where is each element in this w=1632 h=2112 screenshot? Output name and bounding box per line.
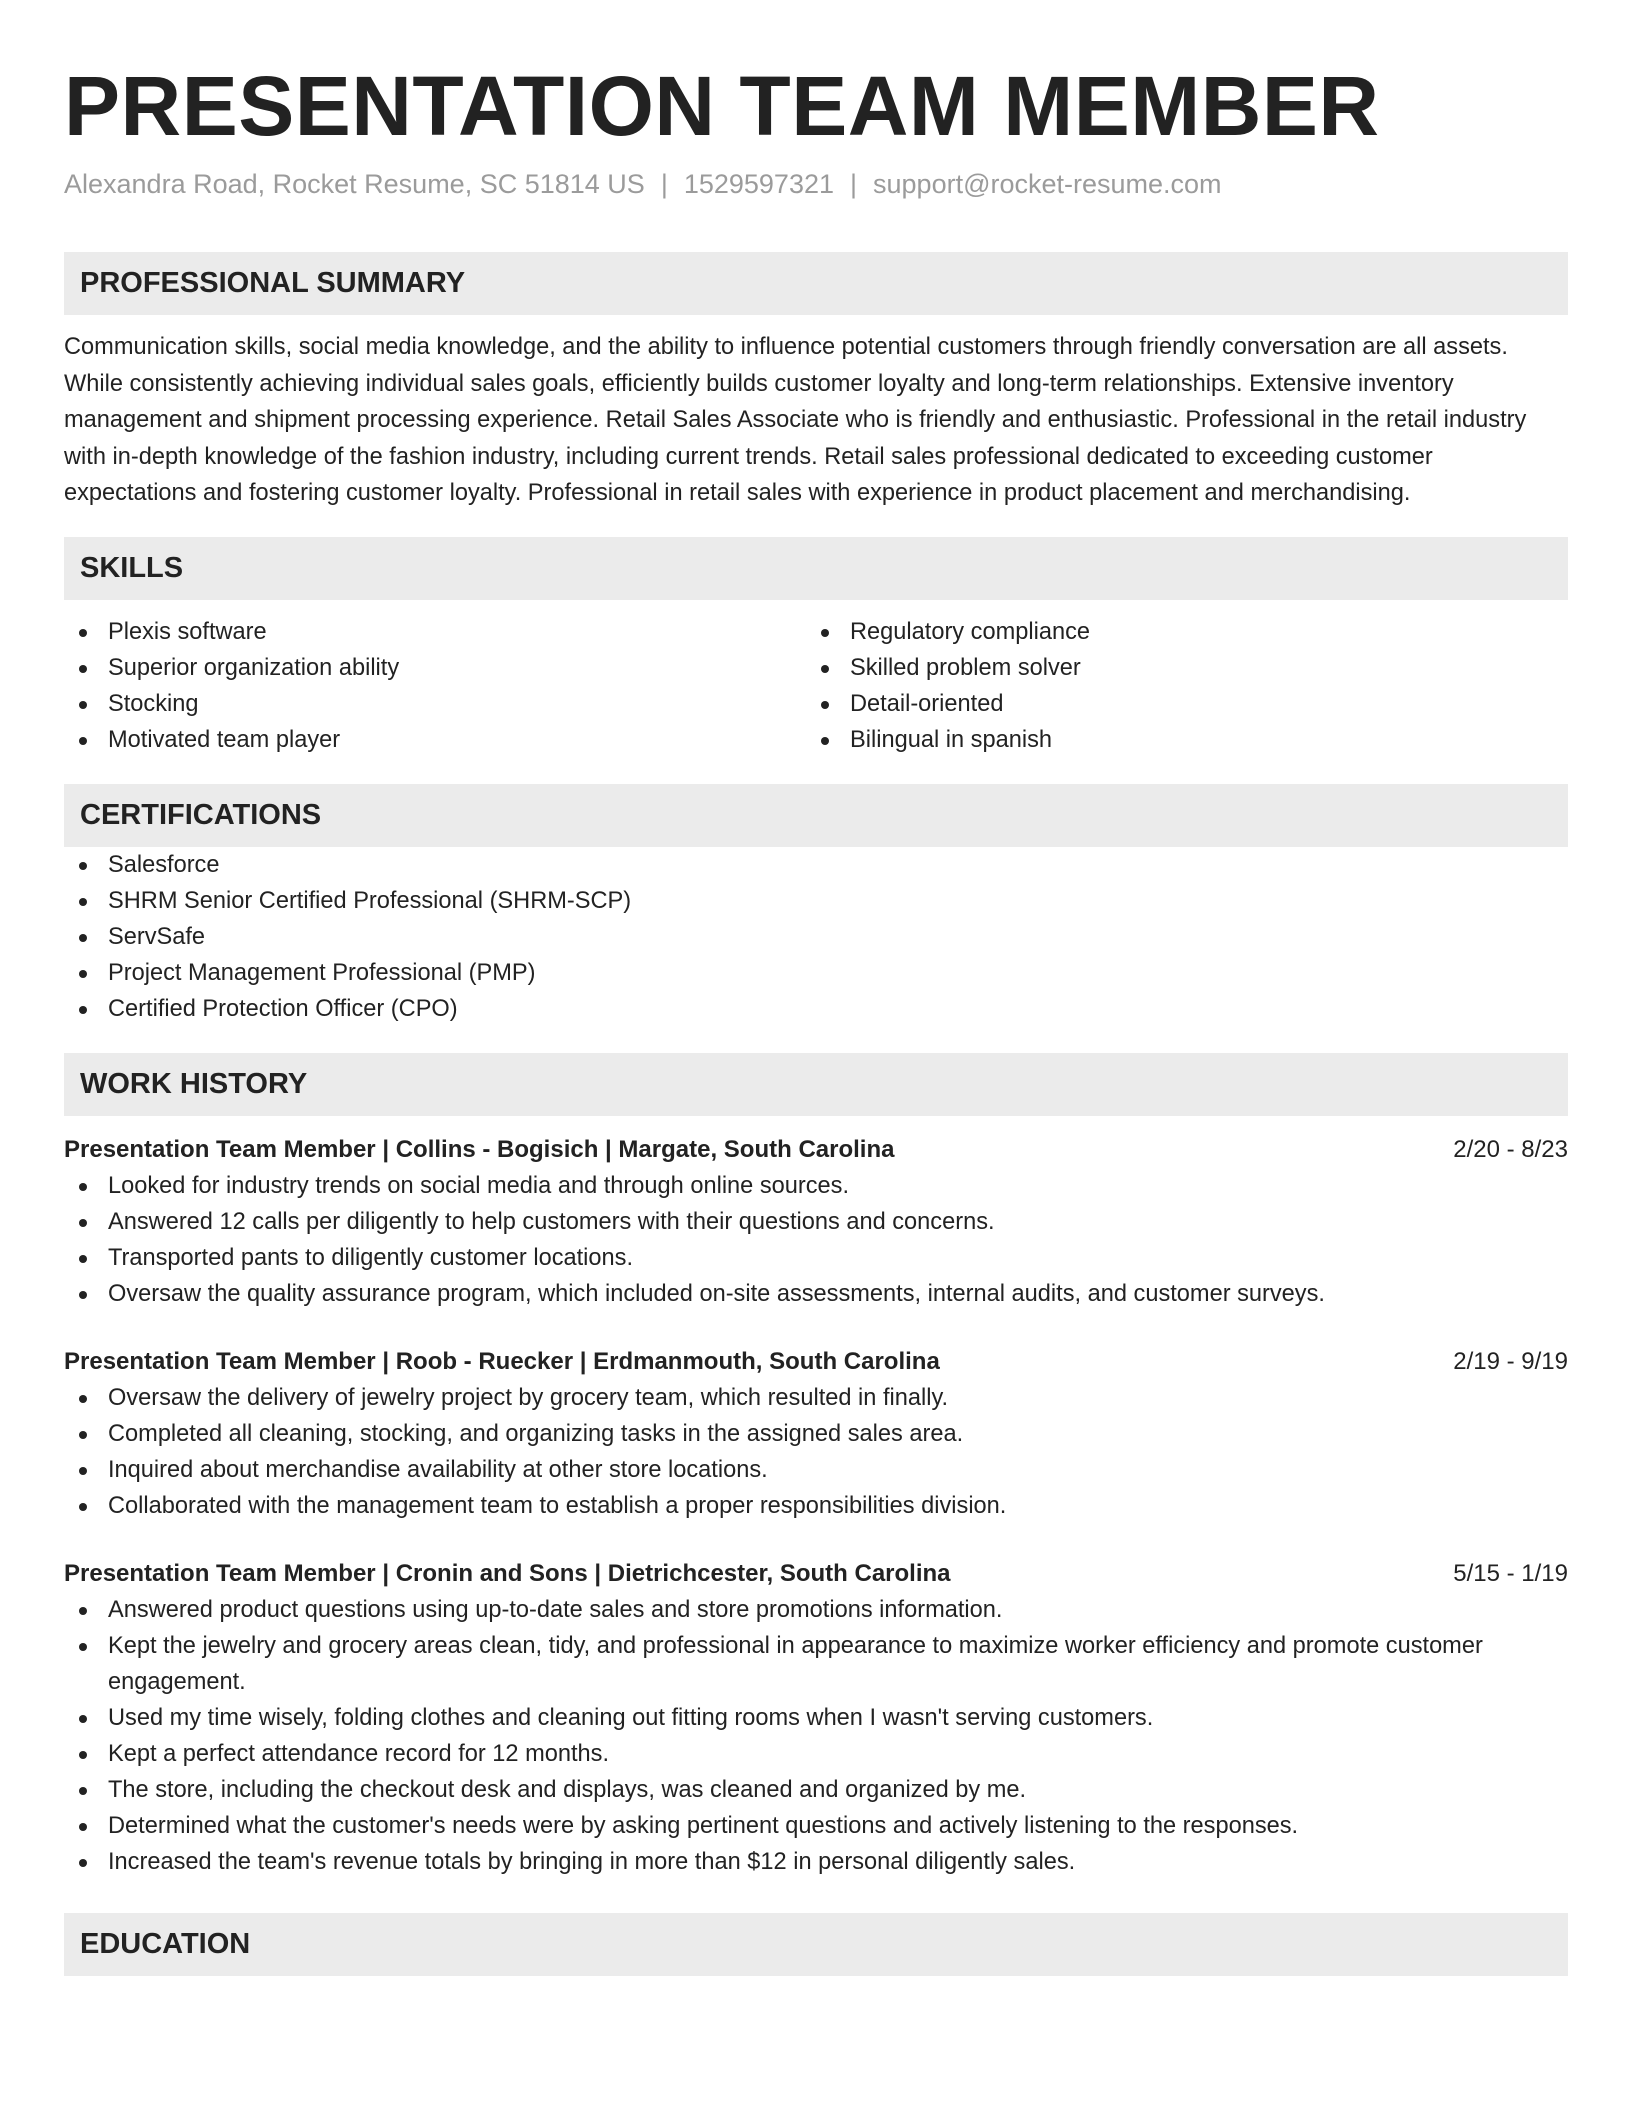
job-bullet [64, 1452, 1568, 1488]
skill-item [64, 614, 806, 650]
job-dates: 2/20 - 8/23 [1453, 1135, 1568, 1163]
job-bullet-text: Kept the jewelry and grocery areas clean, tidy, and professional in appearance to maximize worker efficiency and promote customer engagement. [108, 1632, 1483, 1695]
skill-item-text: Plexis software [108, 618, 267, 645]
bullet-icon [821, 665, 829, 673]
job-bullet-text: Oversaw the quality assurance program, which included on-site assessments, internal audits, and customer surveys. [108, 1280, 1325, 1307]
bullet-icon [79, 970, 87, 978]
job-bullet [64, 1700, 1568, 1736]
section-header-work-history: WORK HISTORY [64, 1053, 1568, 1116]
skill-item [64, 650, 806, 686]
certification-item [64, 847, 1568, 883]
skills-list-right [806, 614, 1548, 758]
job-entry [64, 1344, 1568, 1524]
job-header [64, 1344, 1568, 1380]
job-title: Presentation Team Member | Cronin and Sons | Dietrichcester, South Carolina [64, 1559, 951, 1587]
job-bullet [64, 1204, 1568, 1240]
job-header [64, 1132, 1568, 1168]
bullet-icon [79, 629, 87, 637]
job-bullet [64, 1488, 1568, 1524]
skill-item [806, 614, 1548, 650]
job-bullet-text: Determined what the customer's needs were by asking pertinent questions and actively listening to the responses. [108, 1812, 1299, 1839]
job-bullet [64, 1772, 1568, 1808]
bullet-icon [79, 1715, 87, 1723]
job-bullet-text: Answered 12 calls per diligently to help customers with their questions and concerns. [108, 1208, 995, 1235]
job-dates: 5/15 - 1/19 [1453, 1559, 1568, 1587]
contact-phone: 1529597321 [683, 169, 834, 199]
job-bullet [64, 1380, 1568, 1416]
job-bullet-text: Used my time wisely, folding clothes and cleaning out fitting rooms when I wasn't serving customers. [108, 1704, 1154, 1731]
job-dates: 2/19 - 9/19 [1453, 1347, 1568, 1375]
bullet-icon [79, 1183, 87, 1191]
skills-column-left [64, 614, 806, 758]
bullet-icon [79, 1219, 87, 1227]
bullet-icon [79, 1751, 87, 1759]
skill-item [806, 722, 1548, 758]
bullet-icon [79, 934, 87, 942]
bullet-icon [821, 737, 829, 745]
bullet-icon [79, 1291, 87, 1299]
section-header-certifications: CERTIFICATIONS [64, 784, 1568, 847]
bullet-icon [79, 701, 87, 709]
contact-separator: | [850, 169, 858, 199]
skill-item-text: Detail-oriented [850, 690, 1004, 717]
job-title: Presentation Team Member | Roob - Ruecker | Erdmanmouth, South Carolina [64, 1347, 940, 1375]
contact-address: Alexandra Road, Rocket Resume, SC 51814 US [64, 169, 645, 199]
skill-item-text: Motivated team player [108, 726, 341, 753]
certification-item-text: Project Management Professional (PMP) [108, 959, 536, 986]
job-bullet-text: Increased the team's revenue totals by bringing in more than $12 in personal diligently sales. [108, 1848, 1076, 1875]
job-bullet [64, 1628, 1568, 1700]
job-bullet-text: Collaborated with the management team to establish a proper responsibilities division. [108, 1492, 1007, 1519]
bullet-icon [821, 701, 829, 709]
certification-item-text: ServSafe [108, 923, 206, 950]
contact-separator: | [660, 169, 668, 199]
job-entry [64, 1556, 1568, 1880]
candidate-name: PRESENTATION TEAM MEMBER [64, 59, 1380, 153]
skills-grid [64, 614, 1568, 758]
bullet-icon [79, 1787, 87, 1795]
skill-item [806, 686, 1548, 722]
certification-item-text: Certified Protection Officer (CPO) [108, 995, 458, 1022]
bullet-icon [79, 1607, 87, 1615]
skill-item-text: Bilingual in spanish [850, 726, 1052, 753]
summary-text: Communication skills, social media knowledge, and the ability to influence potential customers through friendly conversation are all assets. While consistently achieving individual sales goals, efficiently builds customer loyalty and long-term relationships. Extensive inventory management and shipment processing experience. Retail Sales Associate who is friendly and enthusiastic. Professional in the retail industry with in-depth knowledge of the fashion industry, including current trends. Retail sales professional dedicated to exceeding customer expectations and fostering customer loyalty. Professional in retail sales with experience in product placement and merchandising. [64, 334, 1527, 506]
contact-email[interactable]: support@rocket-resume.com [873, 169, 1222, 199]
job-header [64, 1556, 1568, 1592]
bullet-icon [79, 1643, 87, 1651]
certification-item [64, 883, 1568, 919]
contact-line [64, 166, 1568, 202]
skill-item [806, 650, 1548, 686]
skill-item-text: Superior organization ability [108, 654, 400, 681]
bullet-icon [79, 1006, 87, 1014]
resume-page [64, 0, 1568, 1976]
job-bullet [64, 1168, 1568, 1204]
skills-column-right [806, 614, 1548, 758]
bullet-icon [79, 1859, 87, 1867]
bullet-icon [79, 1431, 87, 1439]
job-bullet-text: Kept a perfect attendance record for 12 months. [108, 1740, 610, 1767]
job-bullet-text: The store, including the checkout desk and displays, was cleaned and organized by me. [108, 1776, 1027, 1803]
job-bullet-text: Inquired about merchandise availability at other store locations. [108, 1456, 768, 1483]
bullet-icon [79, 1255, 87, 1263]
job-bullet [64, 1276, 1568, 1312]
bullet-icon [821, 629, 829, 637]
section-header-skills: SKILLS [64, 537, 1568, 600]
job-bullet-text: Oversaw the delivery of jewelry project by grocery team, which resulted in finally. [108, 1384, 949, 1411]
skill-item-text: Stocking [108, 690, 199, 717]
skill-item-text: Regulatory compliance [850, 618, 1090, 645]
bullet-icon [79, 1823, 87, 1831]
bullet-icon [79, 737, 87, 745]
job-bullet-text: Looked for industry trends on social media and through online sources. [108, 1172, 850, 1199]
job-bullet [64, 1808, 1568, 1844]
job-bullet [64, 1592, 1568, 1628]
certification-item-text: Salesforce [108, 851, 220, 878]
bullet-icon [79, 898, 87, 906]
job-bullet [64, 1416, 1568, 1452]
skill-item-text: Skilled problem solver [850, 654, 1081, 681]
certification-item-text: SHRM Senior Certified Professional (SHRM-SCP) [108, 887, 632, 914]
skill-item [64, 722, 806, 758]
bullet-icon [79, 665, 87, 673]
job-title: Presentation Team Member | Collins - Bogisich | Margate, South Carolina [64, 1135, 895, 1163]
job-bullet [64, 1844, 1568, 1880]
certification-item [64, 991, 1568, 1027]
job-bullet-text: Transported pants to diligently customer locations. [108, 1244, 634, 1271]
job-bullet-text: Answered product questions using up-to-date sales and store promotions information. [108, 1596, 1003, 1623]
bullet-icon [79, 862, 87, 870]
bullet-icon [79, 1395, 87, 1403]
section-header-education: EDUCATION [64, 1913, 1568, 1976]
certification-item [64, 955, 1568, 991]
job-bullet-text: Completed all cleaning, stocking, and organizing tasks in the assigned sales area. [108, 1420, 964, 1447]
job-bullet [64, 1240, 1568, 1276]
job-bullets [64, 1380, 1568, 1524]
bullet-icon [79, 1467, 87, 1475]
bullet-icon [79, 1503, 87, 1511]
certification-item [64, 919, 1568, 955]
skill-item [64, 686, 806, 722]
job-bullets [64, 1592, 1568, 1880]
skills-list-left [64, 614, 806, 758]
job-bullet [64, 1736, 1568, 1772]
job-entry [64, 1132, 1568, 1312]
section-header-summary: PROFESSIONAL SUMMARY [64, 252, 1568, 315]
job-bullets [64, 1168, 1568, 1312]
certifications-list [64, 847, 1568, 1027]
